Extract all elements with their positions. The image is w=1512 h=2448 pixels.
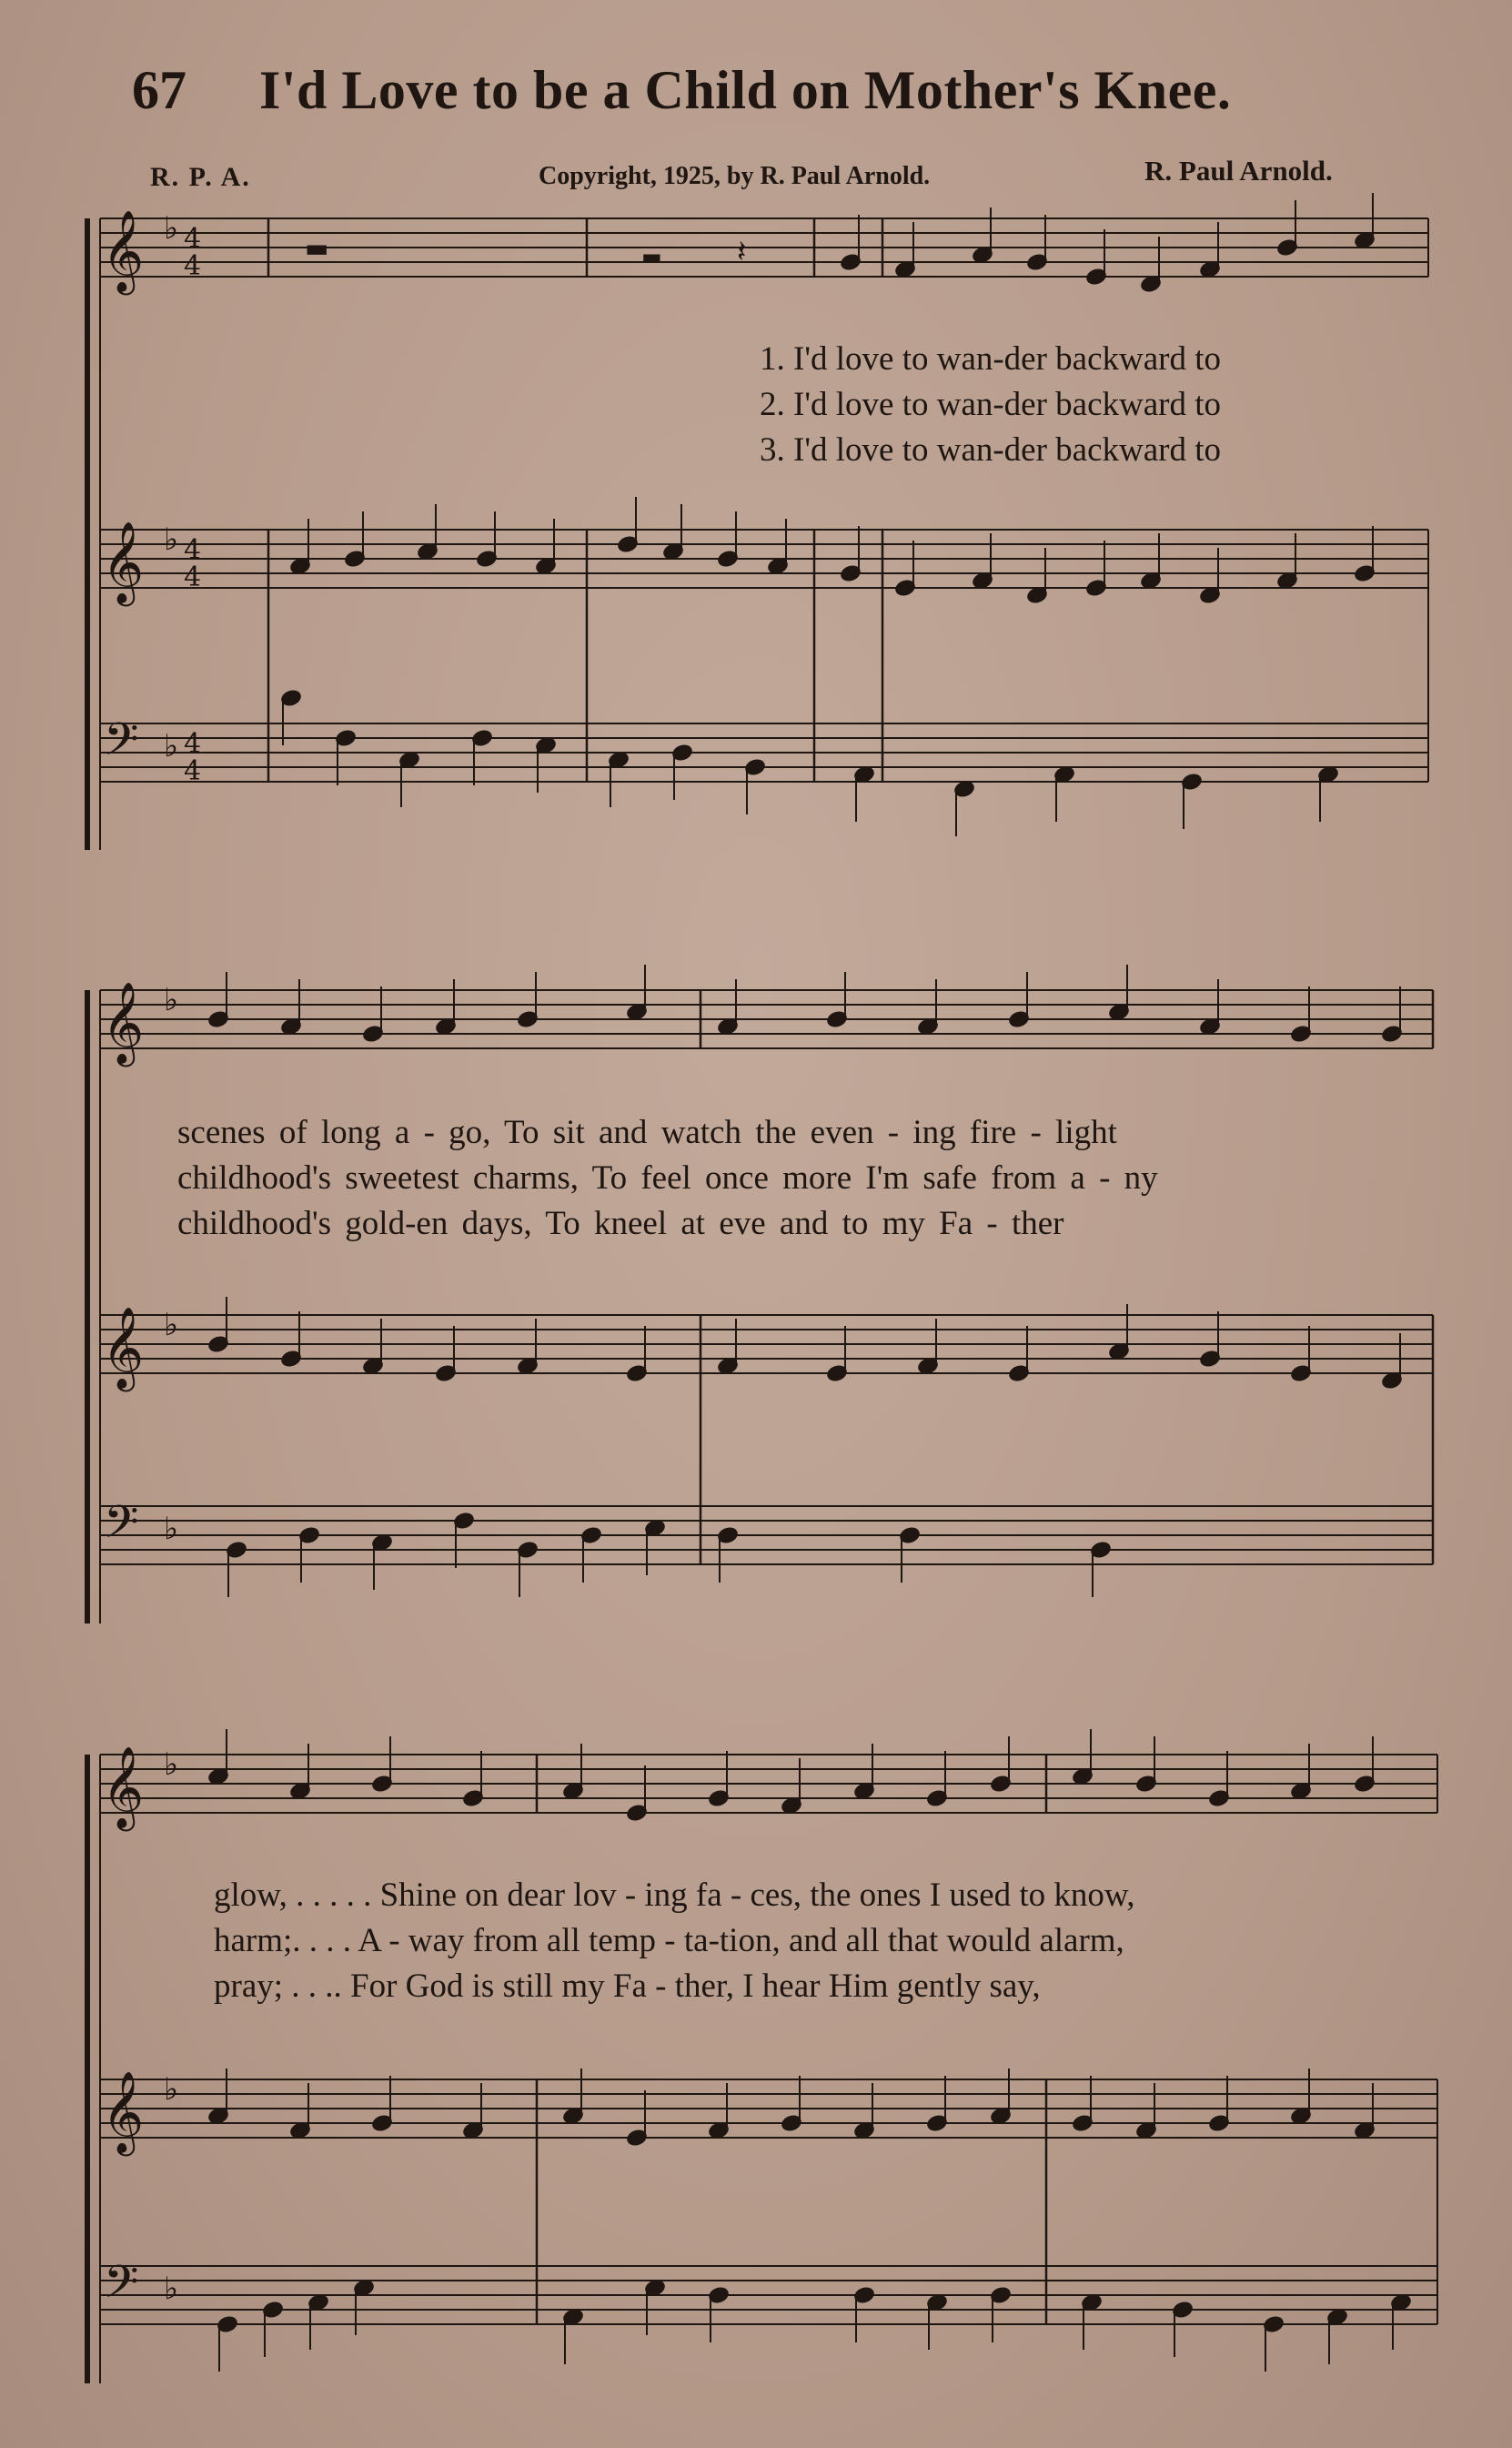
verse2-line: 2. I'd love to wan-der backward to bbox=[760, 386, 1222, 423]
flat-icon: ♭ bbox=[164, 1511, 179, 1547]
flat-icon: ♭ bbox=[164, 210, 179, 247]
flat-icon: ♭ bbox=[164, 2271, 179, 2307]
verse2-line: childhood's sweetest charms, To feel once more I'm safe from a - ny bbox=[177, 1159, 1158, 1197]
verse1-line: scenes of long a - go, To sit and watch the even - ing fire - light bbox=[177, 1114, 1117, 1151]
verse2-line: harm;. . . . A - way from all temp - ta-tion, and all that would alarm, bbox=[214, 1922, 1124, 1959]
verse1-line: glow, . . . . . Shine on dear lov - ing fa - ces, the ones I used to know, bbox=[214, 1876, 1135, 1914]
quarter-rest-icon: 𝄽 bbox=[737, 234, 747, 270]
verse1-line: 1. I'd love to wan-der backward to bbox=[760, 340, 1222, 378]
time-signature-numerator: 4 bbox=[184, 728, 202, 760]
time-signature-denominator: 4 bbox=[184, 561, 202, 593]
composer-credit: R. Paul Arnold. bbox=[1144, 155, 1333, 187]
verse3-line: 3. I'd love to wan-der backward to bbox=[760, 431, 1222, 469]
lyricist-credit: R. P. A. bbox=[150, 162, 251, 192]
half-rest-icon: ▬ bbox=[641, 244, 662, 269]
bass-clef-icon: 𝄢 bbox=[104, 1496, 139, 1560]
treble-clef-icon: 𝄞 bbox=[102, 210, 145, 292]
flat-icon: ♭ bbox=[164, 1746, 179, 1783]
treble-clef-icon: 𝄞 bbox=[102, 2071, 145, 2153]
system3-lyrics bbox=[214, 1873, 1135, 2009]
whole-rest-icon: ▬ bbox=[305, 233, 329, 263]
system1-lyrics bbox=[760, 337, 1221, 473]
time-signature-numerator: 4 bbox=[184, 223, 202, 255]
treble-clef-icon: 𝄞 bbox=[102, 1307, 145, 1389]
verse3-line: pray; . . .. For God is still my Fa - ther, I hear Him gently say, bbox=[214, 1968, 1041, 2005]
time-signature-denominator: 4 bbox=[184, 755, 202, 787]
time-signature-denominator: 4 bbox=[184, 250, 202, 282]
time-signature-numerator: 4 bbox=[184, 534, 202, 566]
hymn-title: I'd Love to be a Child on Mother's Knee. bbox=[259, 60, 1232, 120]
verse3-line: childhood's gold-en days, To kneel at eve and to my Fa - ther bbox=[177, 1205, 1064, 1242]
treble-clef-icon: 𝄞 bbox=[102, 982, 145, 1064]
flat-icon: ♭ bbox=[164, 2071, 179, 2108]
flat-icon: ♭ bbox=[164, 521, 179, 558]
copyright-notice: Copyright, 1925, by R. Paul Arnold. bbox=[539, 162, 931, 190]
hymn-number: 67 bbox=[132, 60, 186, 120]
flat-icon: ♭ bbox=[164, 728, 179, 764]
bass-clef-icon: 𝄢 bbox=[104, 2256, 139, 2320]
flat-icon: ♭ bbox=[164, 1307, 179, 1343]
treble-clef-icon: 𝄞 bbox=[102, 1746, 145, 1828]
system2-lyrics bbox=[177, 1110, 1158, 1247]
flat-icon: ♭ bbox=[164, 982, 179, 1018]
treble-clef-icon: 𝄞 bbox=[102, 521, 145, 603]
bass-clef-icon: 𝄢 bbox=[104, 713, 139, 777]
